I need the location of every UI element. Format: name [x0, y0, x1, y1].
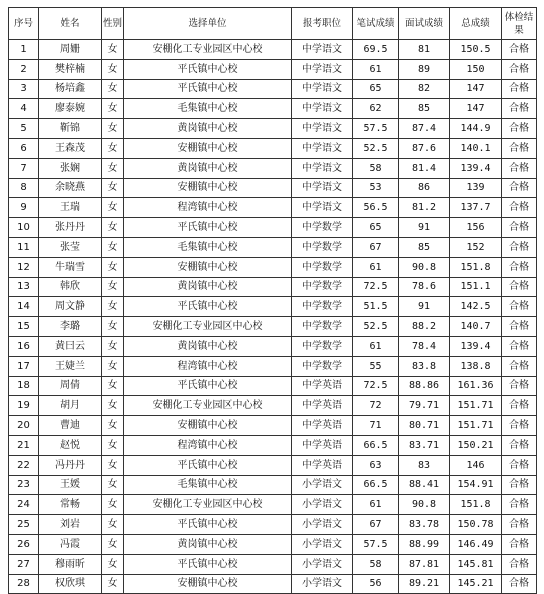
cell-interview: 81 [399, 40, 450, 60]
cell-seq: 22 [9, 455, 39, 475]
cell-position: 中学数学 [292, 218, 353, 238]
cell-unit: 黄岗镇中心校 [124, 277, 292, 297]
cell-name: 王森茂 [39, 138, 102, 158]
cell-physical: 合格 [502, 336, 537, 356]
cell-position: 小学语文 [292, 515, 353, 535]
cell-interview: 85 [399, 99, 450, 119]
cell-name: 权欣琪 [39, 574, 102, 594]
cell-total: 139.4 [450, 158, 502, 178]
cell-interview: 91 [399, 297, 450, 317]
cell-name: 周姗 [39, 40, 102, 60]
cell-unit: 平氏镇中心校 [124, 554, 292, 574]
header-unit: 选择单位 [124, 8, 292, 40]
cell-name: 樊梓楠 [39, 59, 102, 79]
cell-name: 穆雨昕 [39, 554, 102, 574]
table-row [9, 534, 537, 554]
table-row [9, 554, 537, 574]
cell-physical: 合格 [502, 237, 537, 257]
cell-written: 58 [353, 554, 399, 574]
cell-written: 61 [353, 59, 399, 79]
cell-sex: 女 [102, 574, 124, 594]
header-physical: 体检结果 [502, 8, 537, 40]
cell-interview: 88.41 [399, 475, 450, 495]
cell-seq: 28 [9, 574, 39, 594]
cell-physical: 合格 [502, 119, 537, 139]
cell-position: 中学语文 [292, 178, 353, 198]
table-body [9, 40, 537, 594]
cell-total: 139.4 [450, 336, 502, 356]
results-table [8, 7, 537, 594]
cell-total: 150 [450, 59, 502, 79]
header-position: 报考职位 [292, 8, 353, 40]
cell-physical: 合格 [502, 277, 537, 297]
table-row [9, 138, 537, 158]
cell-position: 中学英语 [292, 396, 353, 416]
cell-name: 冯霞 [39, 534, 102, 554]
cell-physical: 合格 [502, 416, 537, 436]
cell-written: 58 [353, 158, 399, 178]
cell-written: 72.5 [353, 376, 399, 396]
cell-seq: 2 [9, 59, 39, 79]
cell-seq: 26 [9, 534, 39, 554]
cell-written: 62 [353, 99, 399, 119]
cell-physical: 合格 [502, 455, 537, 475]
cell-sex: 女 [102, 495, 124, 515]
cell-unit: 安棚化工专业园区中心校 [124, 317, 292, 337]
table-row [9, 396, 537, 416]
cell-seq: 18 [9, 376, 39, 396]
cell-written: 65 [353, 218, 399, 238]
cell-total: 145.21 [450, 574, 502, 594]
cell-position: 中学英语 [292, 416, 353, 436]
cell-seq: 23 [9, 475, 39, 495]
cell-written: 66.5 [353, 475, 399, 495]
cell-interview: 88.99 [399, 534, 450, 554]
cell-unit: 程湾镇中心校 [124, 435, 292, 455]
cell-interview: 90.8 [399, 257, 450, 277]
cell-position: 中学数学 [292, 356, 353, 376]
table-row [9, 356, 537, 376]
table-header [9, 8, 537, 40]
cell-unit: 程湾镇中心校 [124, 198, 292, 218]
cell-seq: 3 [9, 79, 39, 99]
cell-position: 中学语文 [292, 40, 353, 60]
table-row [9, 416, 537, 436]
cell-sex: 女 [102, 455, 124, 475]
cell-interview: 87.4 [399, 119, 450, 139]
cell-written: 61 [353, 495, 399, 515]
header-row [9, 8, 537, 40]
cell-unit: 安棚化工专业园区中心校 [124, 396, 292, 416]
cell-total: 139 [450, 178, 502, 198]
cell-physical: 合格 [502, 138, 537, 158]
header-total: 总成绩 [450, 8, 502, 40]
cell-physical: 合格 [502, 257, 537, 277]
cell-interview: 86 [399, 178, 450, 198]
cell-interview: 83.8 [399, 356, 450, 376]
cell-sex: 女 [102, 158, 124, 178]
cell-unit: 平氏镇中心校 [124, 59, 292, 79]
cell-total: 144.9 [450, 119, 502, 139]
cell-name: 黄曰云 [39, 336, 102, 356]
cell-written: 56 [353, 574, 399, 594]
cell-name: 常畅 [39, 495, 102, 515]
cell-total: 151.1 [450, 277, 502, 297]
table-row [9, 317, 537, 337]
cell-written: 55 [353, 356, 399, 376]
cell-total: 138.8 [450, 356, 502, 376]
cell-physical: 合格 [502, 376, 537, 396]
cell-written: 66.5 [353, 435, 399, 455]
cell-interview: 82 [399, 79, 450, 99]
cell-position: 中学语文 [292, 119, 353, 139]
cell-name: 杨培鑫 [39, 79, 102, 99]
cell-seq: 11 [9, 237, 39, 257]
cell-written: 61 [353, 336, 399, 356]
cell-physical: 合格 [502, 396, 537, 416]
cell-interview: 78.4 [399, 336, 450, 356]
table-row [9, 178, 537, 198]
cell-total: 150.78 [450, 515, 502, 535]
cell-written: 63 [353, 455, 399, 475]
table-row [9, 455, 537, 475]
cell-interview: 78.6 [399, 277, 450, 297]
cell-position: 中学数学 [292, 297, 353, 317]
cell-unit: 平氏镇中心校 [124, 376, 292, 396]
cell-name: 王瑞 [39, 198, 102, 218]
cell-position: 中学数学 [292, 237, 353, 257]
cell-name: 韩欣 [39, 277, 102, 297]
cell-total: 147 [450, 99, 502, 119]
table-row [9, 475, 537, 495]
cell-physical: 合格 [502, 515, 537, 535]
table-row [9, 158, 537, 178]
cell-name: 余晓燕 [39, 178, 102, 198]
cell-sex: 女 [102, 396, 124, 416]
cell-total: 151.8 [450, 257, 502, 277]
table-row [9, 257, 537, 277]
cell-seq: 12 [9, 257, 39, 277]
cell-physical: 合格 [502, 99, 537, 119]
cell-unit: 安棚化工专业园区中心校 [124, 40, 292, 60]
cell-written: 61 [353, 257, 399, 277]
cell-position: 中学语文 [292, 59, 353, 79]
cell-physical: 合格 [502, 158, 537, 178]
cell-written: 57.5 [353, 534, 399, 554]
cell-position: 中学语文 [292, 198, 353, 218]
cell-sex: 女 [102, 198, 124, 218]
cell-seq: 21 [9, 435, 39, 455]
cell-physical: 合格 [502, 435, 537, 455]
table-row [9, 574, 537, 594]
cell-position: 中学语文 [292, 99, 353, 119]
cell-written: 56.5 [353, 198, 399, 218]
cell-unit: 安棚镇中心校 [124, 178, 292, 198]
cell-unit: 毛集镇中心校 [124, 475, 292, 495]
cell-physical: 合格 [502, 178, 537, 198]
cell-written: 72 [353, 396, 399, 416]
cell-seq: 14 [9, 297, 39, 317]
cell-seq: 5 [9, 119, 39, 139]
cell-unit: 黄岗镇中心校 [124, 119, 292, 139]
cell-sex: 女 [102, 79, 124, 99]
cell-seq: 8 [9, 178, 39, 198]
header-seq: 序号 [9, 8, 39, 40]
header-written: 笔试成绩 [353, 8, 399, 40]
cell-name: 曹迪 [39, 416, 102, 436]
cell-total: 156 [450, 218, 502, 238]
cell-physical: 合格 [502, 495, 537, 515]
cell-sex: 女 [102, 59, 124, 79]
cell-interview: 91 [399, 218, 450, 238]
cell-position: 小学语文 [292, 574, 353, 594]
cell-unit: 平氏镇中心校 [124, 297, 292, 317]
header-sex: 性别 [102, 8, 124, 40]
cell-position: 中学英语 [292, 376, 353, 396]
cell-unit: 黄岗镇中心校 [124, 336, 292, 356]
cell-unit: 安棚镇中心校 [124, 416, 292, 436]
cell-name: 张莹 [39, 237, 102, 257]
cell-physical: 合格 [502, 40, 537, 60]
cell-physical: 合格 [502, 475, 537, 495]
cell-unit: 平氏镇中心校 [124, 455, 292, 475]
table-row [9, 336, 537, 356]
cell-seq: 6 [9, 138, 39, 158]
cell-seq: 9 [9, 198, 39, 218]
cell-total: 142.5 [450, 297, 502, 317]
cell-physical: 合格 [502, 534, 537, 554]
cell-interview: 79.71 [399, 396, 450, 416]
cell-name: 王婕兰 [39, 356, 102, 376]
table-row [9, 297, 537, 317]
cell-physical: 合格 [502, 356, 537, 376]
cell-physical: 合格 [502, 79, 537, 99]
table-row [9, 99, 537, 119]
cell-sex: 女 [102, 40, 124, 60]
cell-unit: 黄岗镇中心校 [124, 158, 292, 178]
cell-position: 小学语文 [292, 534, 353, 554]
cell-unit: 安棚化工专业园区中心校 [124, 495, 292, 515]
cell-total: 151.71 [450, 396, 502, 416]
cell-sex: 女 [102, 138, 124, 158]
cell-interview: 88.86 [399, 376, 450, 396]
cell-name: 靳锦 [39, 119, 102, 139]
cell-sex: 女 [102, 237, 124, 257]
cell-written: 51.5 [353, 297, 399, 317]
cell-seq: 25 [9, 515, 39, 535]
cell-written: 72.5 [353, 277, 399, 297]
cell-sex: 女 [102, 317, 124, 337]
cell-total: 151.71 [450, 416, 502, 436]
cell-physical: 合格 [502, 297, 537, 317]
cell-total: 147 [450, 79, 502, 99]
cell-position: 小学语文 [292, 475, 353, 495]
cell-unit: 安棚镇中心校 [124, 257, 292, 277]
cell-seq: 19 [9, 396, 39, 416]
header-interview: 面试成绩 [399, 8, 450, 40]
cell-total: 145.81 [450, 554, 502, 574]
cell-unit: 安棚镇中心校 [124, 138, 292, 158]
cell-written: 57.5 [353, 119, 399, 139]
cell-written: 69.5 [353, 40, 399, 60]
cell-position: 中学数学 [292, 336, 353, 356]
cell-interview: 83.78 [399, 515, 450, 535]
cell-total: 151.8 [450, 495, 502, 515]
cell-position: 中学英语 [292, 455, 353, 475]
table-row [9, 119, 537, 139]
cell-written: 65 [353, 79, 399, 99]
table-row [9, 376, 537, 396]
cell-sex: 女 [102, 475, 124, 495]
cell-physical: 合格 [502, 574, 537, 594]
cell-position: 小学语文 [292, 554, 353, 574]
cell-interview: 89.21 [399, 574, 450, 594]
cell-interview: 90.8 [399, 495, 450, 515]
cell-name: 周文静 [39, 297, 102, 317]
table-row [9, 59, 537, 79]
cell-position: 中学数学 [292, 317, 353, 337]
cell-name: 周倩 [39, 376, 102, 396]
cell-sex: 女 [102, 416, 124, 436]
cell-sex: 女 [102, 376, 124, 396]
cell-written: 67 [353, 237, 399, 257]
cell-unit: 毛集镇中心校 [124, 99, 292, 119]
cell-written: 52.5 [353, 138, 399, 158]
cell-sex: 女 [102, 336, 124, 356]
cell-name: 王媛 [39, 475, 102, 495]
cell-position: 中学语文 [292, 79, 353, 99]
cell-physical: 合格 [502, 198, 537, 218]
cell-seq: 10 [9, 218, 39, 238]
cell-total: 146.49 [450, 534, 502, 554]
cell-seq: 15 [9, 317, 39, 337]
cell-unit: 平氏镇中心校 [124, 79, 292, 99]
cell-seq: 27 [9, 554, 39, 574]
cell-interview: 83.71 [399, 435, 450, 455]
cell-unit: 安棚镇中心校 [124, 574, 292, 594]
table-row [9, 237, 537, 257]
cell-interview: 87.81 [399, 554, 450, 574]
cell-position: 中学语文 [292, 138, 353, 158]
cell-written: 52.5 [353, 317, 399, 337]
cell-interview: 80.71 [399, 416, 450, 436]
cell-total: 152 [450, 237, 502, 257]
cell-sex: 女 [102, 435, 124, 455]
cell-total: 150.21 [450, 435, 502, 455]
cell-sex: 女 [102, 277, 124, 297]
cell-name: 张丹丹 [39, 218, 102, 238]
cell-total: 137.7 [450, 198, 502, 218]
cell-name: 胡月 [39, 396, 102, 416]
cell-name: 刘岩 [39, 515, 102, 535]
cell-seq: 20 [9, 416, 39, 436]
cell-physical: 合格 [502, 317, 537, 337]
cell-seq: 7 [9, 158, 39, 178]
cell-interview: 88.2 [399, 317, 450, 337]
cell-seq: 17 [9, 356, 39, 376]
cell-seq: 1 [9, 40, 39, 60]
cell-written: 71 [353, 416, 399, 436]
cell-name: 李璐 [39, 317, 102, 337]
cell-physical: 合格 [502, 554, 537, 574]
cell-sex: 女 [102, 99, 124, 119]
cell-seq: 24 [9, 495, 39, 515]
cell-sex: 女 [102, 515, 124, 535]
cell-unit: 黄岗镇中心校 [124, 534, 292, 554]
cell-seq: 4 [9, 99, 39, 119]
cell-sex: 女 [102, 554, 124, 574]
table-row [9, 79, 537, 99]
cell-unit: 平氏镇中心校 [124, 218, 292, 238]
cell-name: 廖泰婉 [39, 99, 102, 119]
table-row [9, 218, 537, 238]
cell-name: 赵悦 [39, 435, 102, 455]
table-row [9, 435, 537, 455]
cell-sex: 女 [102, 218, 124, 238]
cell-interview: 87.6 [399, 138, 450, 158]
cell-seq: 13 [9, 277, 39, 297]
cell-sex: 女 [102, 119, 124, 139]
cell-sex: 女 [102, 534, 124, 554]
cell-physical: 合格 [502, 218, 537, 238]
cell-interview: 81.4 [399, 158, 450, 178]
cell-position: 中学数学 [292, 257, 353, 277]
cell-sex: 女 [102, 178, 124, 198]
cell-position: 小学语文 [292, 495, 353, 515]
cell-written: 53 [353, 178, 399, 198]
cell-interview: 85 [399, 237, 450, 257]
cell-name: 张娴 [39, 158, 102, 178]
cell-sex: 女 [102, 356, 124, 376]
cell-unit: 平氏镇中心校 [124, 515, 292, 535]
cell-position: 中学英语 [292, 435, 353, 455]
cell-unit: 毛集镇中心校 [124, 237, 292, 257]
cell-interview: 89 [399, 59, 450, 79]
cell-total: 140.7 [450, 317, 502, 337]
table-row [9, 515, 537, 535]
cell-total: 146 [450, 455, 502, 475]
cell-sex: 女 [102, 257, 124, 277]
table-row [9, 40, 537, 60]
header-name: 姓名 [39, 8, 102, 40]
cell-interview: 83 [399, 455, 450, 475]
cell-position: 中学语文 [292, 158, 353, 178]
table-row [9, 198, 537, 218]
table-row [9, 495, 537, 515]
cell-sex: 女 [102, 297, 124, 317]
cell-seq: 16 [9, 336, 39, 356]
cell-physical: 合格 [502, 59, 537, 79]
cell-position: 中学数学 [292, 277, 353, 297]
table-row [9, 277, 537, 297]
cell-interview: 81.2 [399, 198, 450, 218]
cell-total: 140.1 [450, 138, 502, 158]
cell-total: 154.91 [450, 475, 502, 495]
cell-name: 牛瑞雪 [39, 257, 102, 277]
cell-total: 150.5 [450, 40, 502, 60]
cell-name: 冯丹丹 [39, 455, 102, 475]
cell-unit: 程湾镇中心校 [124, 356, 292, 376]
cell-total: 161.36 [450, 376, 502, 396]
cell-written: 67 [353, 515, 399, 535]
